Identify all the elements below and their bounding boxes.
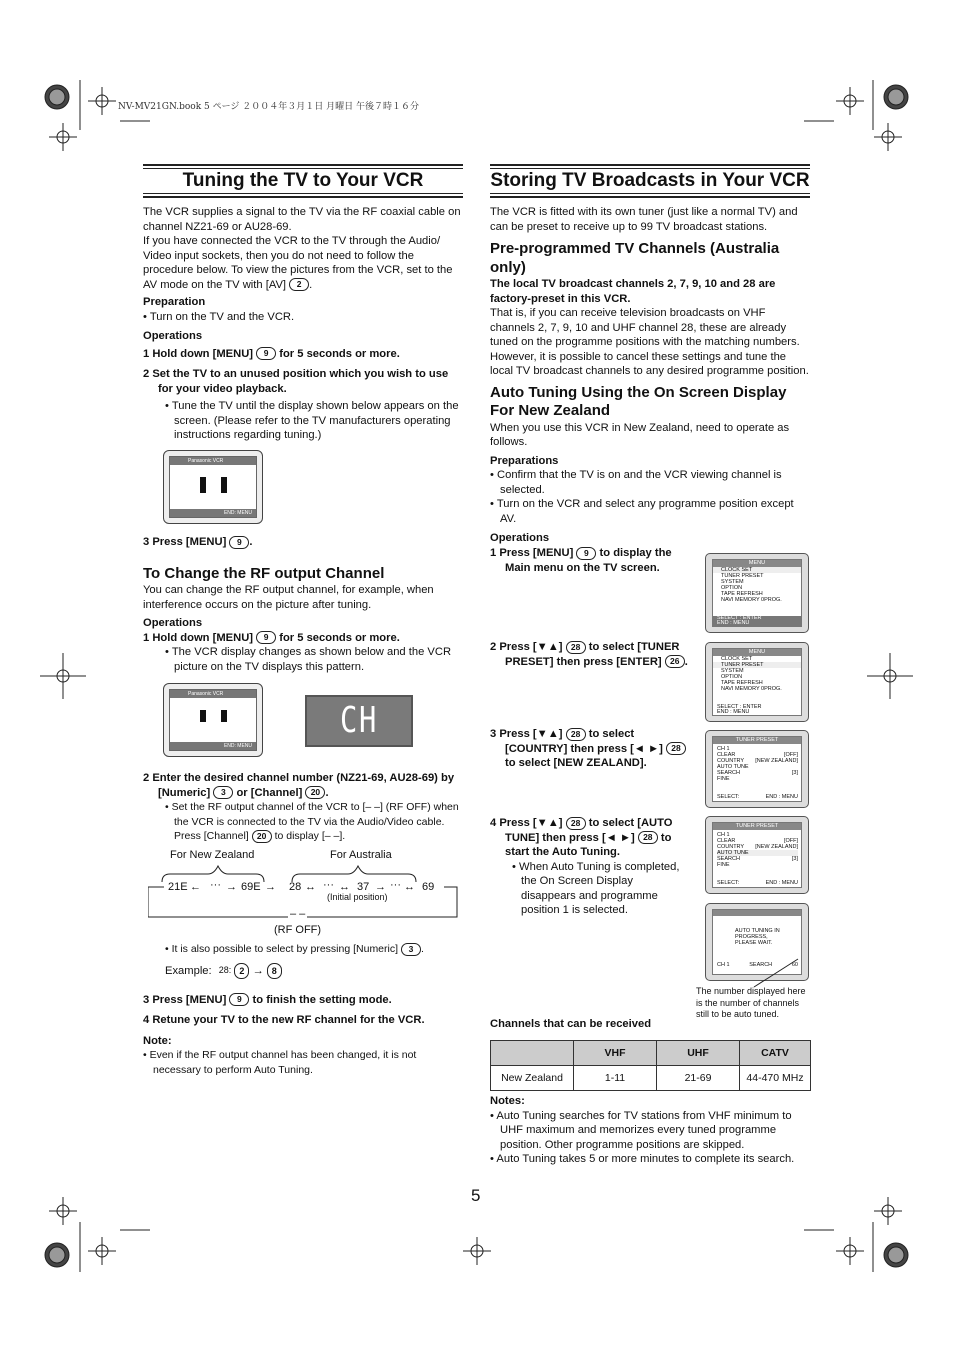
left-intro: The VCR supplies a signal to the TV via the RF coaxial cable on channel NZ21-69 or AU28-69. — [143, 206, 461, 233]
tv-end: END: MENU — [170, 509, 256, 517]
table-header-row: VHF UHF CATV — [491, 1041, 811, 1066]
osd-tuner-preset-2: TUNER PRESET CH 1 CLEAR [OFF] COUNTRY [NEW ZEALAND] AUTO TUNE SEARCH [3] FINE SELECT: END : MENU — [705, 816, 809, 894]
notes-section — [490, 1094, 812, 1167]
callout-line — [750, 955, 810, 990]
auto-title: Auto Tuning Using the On Screen Display For New Zealand — [490, 383, 787, 419]
note-label: Note: — [143, 1034, 172, 1047]
diag-dots-2: ··· — [323, 879, 334, 891]
table-label: Channels that can be received — [490, 1018, 652, 1030]
diag-28: 28 — [289, 881, 302, 893]
diag-dash: – – — [290, 908, 306, 920]
note-1: • Auto Tuning searches for TV stations from VHF minimum to UHF maximum and memorizes every tuned programme position. Other programme positions are skipped. — [490, 1109, 812, 1153]
callout-text: The number displayed here is the number of channels still to be auto tuned. — [696, 986, 806, 1019]
rf-step-4: 4 Retune your TV to the new RF channel for the VCR. — [143, 1014, 425, 1026]
tv-bar: Panasonic VCR — [170, 457, 256, 465]
auto-step-3: 3 Press [▼▲] 28 to select [COUNTRY] then press [◄ ►] 28 to select [NEW ZEALAND]. — [490, 727, 690, 771]
rf-step-1: 1 Hold down [MENU] 9 for 5 seconds or more. — [143, 631, 400, 644]
rf-step-2: 2 Enter the desired channel number (NZ21-69, AU28-69) by [Numeric] 3 or [Channel] 20 . — [143, 772, 455, 799]
notes-label: Notes: — [490, 1095, 525, 1107]
osd-menu-title: MENU — [713, 560, 801, 567]
diag-rfoff: (RF OFF) — [274, 924, 322, 936]
diag-au-label: For Australia — [330, 849, 392, 861]
left-title-bar — [143, 164, 463, 198]
prep-item: • Turn on the TV and the VCR. — [143, 310, 465, 325]
page-header: NV-MV21GN.book 5 ページ ２００４年３月１日 月曜日 午後７時１６分 — [118, 102, 420, 112]
example-row — [143, 963, 465, 985]
rf-title: To Change the RF output Channel — [143, 564, 385, 582]
diag-nz-label: For New Zealand — [170, 849, 255, 861]
example-key-2: 8 — [267, 963, 282, 979]
right-intro: The VCR is fitted with its own tuner (just like a normal TV) and can be preset to receive up to 99 TV broadcast stations. — [490, 206, 798, 233]
right-title: Storing TV Broadcasts in Your VCR — [490, 170, 810, 191]
tv-illustration-1 — [163, 450, 263, 524]
left-column-2 — [143, 535, 465, 674]
auto-step-1: 1 Press [MENU] 9 to display the Main menu on the TV screen. — [490, 547, 672, 574]
key-av: 2 — [289, 278, 309, 291]
prep-label: Preparation — [143, 296, 206, 308]
diag-dots-3: ··· — [390, 879, 401, 891]
note-2: • Auto Tuning takes 5 or more minutes to complete its search. — [490, 1152, 812, 1167]
table-row: New Zealand 1-11 21-69 44-470 MHz — [491, 1066, 811, 1091]
osd-count: 60 — [791, 962, 798, 968]
diag-69e: 69E — [241, 881, 261, 893]
step-2-sub: • Tune the TV until the display shown below appears on the screen. (Please refer to the TV manufacturers operating instructions regarding tuning.) — [165, 399, 465, 443]
prep-1: • Confirm that the TV is on and the VCR viewing channel is selected. — [490, 468, 812, 497]
diag-37: 37 — [357, 881, 370, 893]
note-item: • Even if the RF output channel has been changed, it is not necessary to perform Auto Tuning. — [143, 1048, 465, 1077]
auto-step-2: 2 Press [▼▲] 28 to select [TUNER PRESET] then press [ENTER] 26 . — [490, 641, 688, 668]
auto-intro: When you use this VCR in New Zealand, need to operate as follows. — [490, 421, 790, 448]
pre-bold: The local TV broadcast channels 2, 7, 9, 10 and 28 are factory-preset in this VCR. — [490, 278, 776, 305]
pre-title: Pre-programmed TV Channels (Australia only) — [490, 240, 780, 276]
osd-auto-tuning: AUTO TUNING IN PROGRESS, PLEASE WAIT. CH 1 SEARCH 60 — [705, 903, 809, 981]
tv-bar: Panasonic VCR — [170, 690, 256, 698]
step-1: 1 Hold down [MENU] 9 for 5 seconds or more. — [143, 347, 400, 360]
diag-69: 69 — [422, 881, 435, 893]
ops-label: Operations — [143, 330, 203, 342]
osd-menu-2: MENU CLOCK SET TUNER PRESET SYSTEM OPTION TAPE REFRESH NAVI MEMORY 0PROG. SELECT : ENTER END : MENU — [705, 642, 809, 722]
osd-tuner-preset-1: TUNER PRESET CH 1 CLEAR [OFF] COUNTRY [NEW ZEALAND] AUTO TUNE SEARCH [3] FINE SELECT: END : MENU — [705, 730, 809, 808]
numeric-note: • It is also possible to select by pressing [Numeric] 3 . — [165, 942, 465, 957]
left-column-4 — [143, 942, 465, 1077]
pre-text: That is, if you can receive television broadcasts on VHF channels 2, 7, 9, 10 and UHF channel 28, these are already tuned on the programme positions with the matching numbers. However, it is possible to cancel these settings and tune the local TV broadcast channels to any desired programme position. — [490, 307, 809, 377]
diag-dots-1: ··· — [210, 879, 221, 891]
osd-auto-tuning-text: AUTO TUNING IN PROGRESS, PLEASE WAIT. — [735, 928, 780, 947]
example-arrow: → — [252, 964, 264, 977]
channels-table — [490, 1040, 811, 1091]
tv-illustration-2 — [163, 683, 263, 757]
preps-label: Preparations — [490, 454, 559, 467]
rf-step-1-sub: • The VCR display changes as shown below and the VCR picture on the TV displays this pattern. — [165, 645, 465, 674]
right-ops-label: Operations — [490, 532, 550, 544]
left-column-3 — [143, 771, 465, 844]
right-title-bar — [490, 164, 810, 198]
rf-step-2-sub: • Set the RF output channel of the VCR to [– –] (RF OFF) when the VCR is connected to the TV via the Audio/Video cable. Press [Channel] 20 to display [– –]. — [165, 800, 465, 844]
example-28: 28: — [218, 965, 232, 976]
lcd-text: CH 37 — [340, 700, 378, 789]
example-label: Example: — [165, 964, 212, 977]
prep-2: • Turn on the VCR and select any programme position except AV. — [490, 497, 812, 526]
channel-diagram: For New Zealand For Australia 21E ← ··· → 69E → 28 ↔ ··· ↔ 37 → ··· ↔ 69 (Initial position) – – (RF OFF) — [148, 846, 460, 941]
osd-menu-1: MENU CLOCK SET TUNER PRESET SYSTEM OPTION TAPE REFRESH NAVI MEMORY 0PROG. SELECT : ENTER END : MENU — [705, 553, 809, 633]
example-key-1: 2 — [234, 963, 249, 979]
vcr-lcd-display — [305, 695, 413, 789]
left-column — [143, 205, 465, 443]
left-intro2: If you have connected the VCR to the TV through the Audio/ Video input sockets, then you do not need to follow the procedure below. To view the pictures from the VCR, set to the AV mode on the TV with [AV] 2 . — [143, 235, 453, 291]
rf-ops-label: Operations — [143, 617, 203, 629]
rf-intro: You can change the RF output channel, for example, when interference occurs on the picture after tuning. — [143, 584, 434, 611]
auto-step-4-sub: • When Auto Tuning is completed, the On Screen Display disappears and programme position 1 is selected. — [512, 860, 690, 918]
rf-step-3: 3 Press [MENU] 9 to finish the setting mode. — [143, 993, 392, 1006]
diag-21e: 21E — [168, 881, 188, 893]
tv-end: END: MENU — [170, 742, 256, 750]
step-3: 3 Press [MENU] 9 . — [143, 536, 253, 548]
right-column — [490, 205, 812, 546]
auto-step-4: 4 Press [▼▲] 28 to select [AUTO TUNE] then press [◄ ►] 28 to start the Auto Tuning. • When Auto Tuning is completed, the On Screen Display disappears and programme position 1 is selected. — [490, 816, 690, 918]
left-title: Tuning the TV to Your VCR — [182, 170, 424, 191]
diag-initial: (Initial position) — [327, 892, 388, 902]
step-2: 2 Set the TV to an unused position which you wish to use for your video playback. — [143, 368, 449, 395]
page-number: 5 — [471, 1186, 481, 1205]
